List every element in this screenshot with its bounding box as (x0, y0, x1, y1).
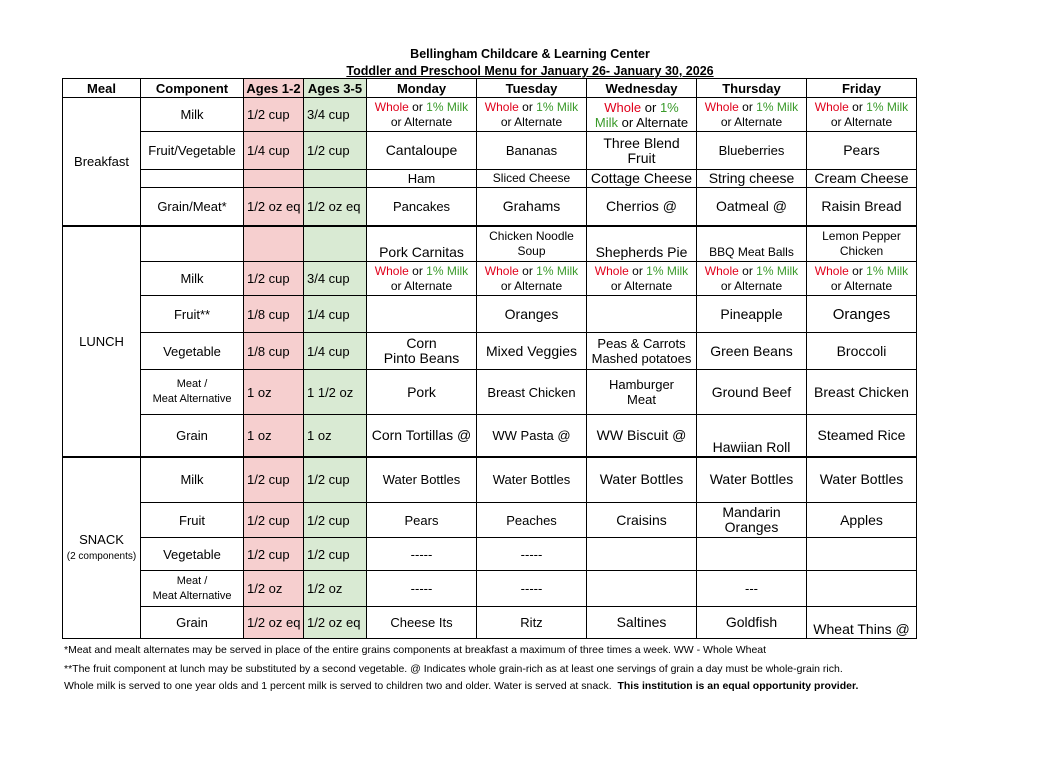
component-cell (141, 226, 244, 262)
breakfast-protein-row (63, 170, 917, 188)
lunch-veg-row (63, 333, 917, 370)
meal-snack (63, 457, 141, 639)
ages-1-2-cell: 1/2 cup (244, 538, 304, 571)
menu-cell: Bananas (477, 132, 587, 170)
component-cell (141, 170, 244, 188)
meal-lunch: LUNCH (63, 226, 141, 457)
ages-1-2-cell: 1/2 oz eq (244, 188, 304, 226)
menu-cell: WW Biscuit @ (587, 415, 697, 457)
milk-cell: Whole or 1% Milk or Alternate (697, 98, 807, 132)
component-cell: Fruit (141, 503, 244, 538)
ages-1-2-cell: 1/2 oz (244, 571, 304, 607)
header-ages-1-2: Ages 1-2 (244, 79, 304, 98)
snack-meat-row (63, 571, 917, 607)
milk-cell: Whole or 1% Milk or Alternate (697, 262, 807, 296)
ages-1-2-cell: 1 oz (244, 415, 304, 457)
menu-cell: Pears (807, 132, 917, 170)
menu-cell: Apples (807, 503, 917, 538)
menu-cell: Hamburger Meat (587, 370, 697, 415)
ages-3-5-cell: 1 oz (304, 415, 367, 457)
ages-3-5-cell: 1/2 cup (304, 457, 367, 503)
ages-3-5-cell: 1/2 cup (304, 503, 367, 538)
milk-cell: Whole or 1% Milk or Alternate (807, 98, 917, 132)
ages-1-2-cell: 1 oz (244, 370, 304, 415)
menu-cell: WW Pasta @ (477, 415, 587, 457)
menu-cell: Grahams (477, 188, 587, 226)
footnote-3 (64, 680, 858, 692)
menu-cell (367, 296, 477, 333)
menu-table (62, 78, 917, 639)
menu-cell: Pancakes (367, 188, 477, 226)
menu-cell (587, 296, 697, 333)
menu-cell: ----- (367, 538, 477, 571)
milk-cell: Whole or 1% Milk or Alternate (587, 98, 697, 132)
menu-cell: Oatmeal @ (697, 188, 807, 226)
breakfast-fruit-row (63, 132, 917, 170)
ages-1-2-cell: 1/2 cup (244, 457, 304, 503)
ages-3-5-cell: 1/2 oz (304, 571, 367, 607)
lunch-fruit-row (63, 296, 917, 333)
meal-snack-label: SNACK (79, 531, 124, 547)
meal-breakfast: Breakfast (63, 98, 141, 226)
lunch-grain-row (63, 415, 917, 457)
menu-cell: Ground Beef (697, 370, 807, 415)
header-wednesday: Wednesday (587, 79, 697, 98)
ages-3-5-cell: 1/2 oz eq (304, 188, 367, 226)
meal-snack-note: (2 components) (66, 550, 137, 562)
component-cell: Vegetable (141, 538, 244, 571)
menu-cell: String cheese (697, 170, 807, 188)
lunch-meat-row (63, 370, 917, 415)
lunch-milk-row (63, 262, 917, 296)
component-cell: Fruit** (141, 296, 244, 333)
menu-cell: Shepherds Pie (587, 226, 697, 262)
menu-cell (587, 538, 697, 571)
menu-cell: Water Bottles (587, 457, 697, 503)
ages-3-5-cell: 1/2 cup (304, 132, 367, 170)
menu-cell: Corn Tortillas @ (367, 415, 477, 457)
footnote-2: **The fruit component at lunch may be substituted by a second vegetable. @ Indicates whole grain-rich as at least one servings of grain a day must be whole-grain rich. (64, 663, 843, 675)
header-thursday: Thursday (697, 79, 807, 98)
breakfast-milk-row (63, 98, 917, 132)
menu-cell: Raisin Bread (807, 188, 917, 226)
equal-opportunity-statement: This institution is an equal opportunity provider. (617, 680, 859, 692)
ages-1-2-cell: 1/4 cup (244, 132, 304, 170)
ages-3-5-cell (304, 226, 367, 262)
ages-3-5-cell: 1/4 cup (304, 296, 367, 333)
component-cell: Fruit/Vegetable (141, 132, 244, 170)
menu-cell: Steamed Rice (807, 415, 917, 457)
component-cell: Meat / Meat Alternative (141, 571, 244, 607)
component-cell: Milk (141, 98, 244, 132)
ages-1-2-cell: 1/2 oz eq (244, 607, 304, 639)
menu-cell: Lemon Pepper Chicken (807, 226, 917, 262)
ages-3-5-cell: 3/4 cup (304, 98, 367, 132)
menu-cell: Cherrios @ (587, 188, 697, 226)
menu-cell: --- (697, 571, 807, 607)
ages-1-2-cell: 1/8 cup (244, 333, 304, 370)
menu-cell: Mandarin Oranges (697, 503, 807, 538)
ages-1-2-cell (244, 226, 304, 262)
footnote-3-text: Whole milk is served to one year olds and 1 percent milk is served to children two and older. Water is served at snack. (64, 680, 612, 692)
menu-cell: Cream Cheese (807, 170, 917, 188)
menu-cell: Green Beans (697, 333, 807, 370)
menu-cell (807, 538, 917, 571)
component-cell: Grain (141, 607, 244, 639)
component-cell: Milk (141, 262, 244, 296)
ages-1-2-cell: 1/2 cup (244, 98, 304, 132)
component-cell: Meat / Meat Alternative (141, 370, 244, 415)
menu-cell: Chicken Noodle Soup (477, 226, 587, 262)
ages-3-5-cell: 3/4 cup (304, 262, 367, 296)
menu-cell: Water Bottles (477, 457, 587, 503)
breakfast-grain-row (63, 188, 917, 226)
menu-cell: Water Bottles (697, 457, 807, 503)
menu-cell (807, 571, 917, 607)
subtitle-text: Toddler and Preschool Menu for January 26- January 30, 2026 (346, 64, 714, 78)
footnote-1: *Meat and mealt alternates may be served in place of the entire grains components at breakfast a maximum of three times a week. WW - Whole Wheat (64, 644, 767, 656)
header-ages-3-5: Ages 3-5 (304, 79, 367, 98)
menu-cell: Cottage Cheese (587, 170, 697, 188)
component-cell: Vegetable (141, 333, 244, 370)
menu-cell: Three Blend Fruit (587, 132, 697, 170)
milk-cell: Whole or 1% Milk or Alternate (807, 262, 917, 296)
menu-cell: Oranges (477, 296, 587, 333)
menu-cell: Cantaloupe (367, 132, 477, 170)
milk-cell: Whole or 1% Milk or Alternate (587, 262, 697, 296)
ages-1-2-cell: 1/2 cup (244, 503, 304, 538)
component-cell: Grain/Meat* (141, 188, 244, 226)
header-row (63, 79, 917, 98)
milk-cell: Whole or 1% Milk or Alternate (477, 262, 587, 296)
menu-cell: Breast Chicken (477, 370, 587, 415)
menu-cell (697, 538, 807, 571)
snack-grain-row (63, 607, 917, 639)
menu-cell: Ritz (477, 607, 587, 639)
menu-cell: Wheat Thins @ (807, 607, 917, 639)
menu-cell (587, 571, 697, 607)
ages-3-5-cell: 1/2 cup (304, 538, 367, 571)
menu-cell: Ham (367, 170, 477, 188)
ages-1-2-cell: 1/2 cup (244, 262, 304, 296)
ages-1-2-cell: 1/8 cup (244, 296, 304, 333)
menu-cell: Pork Carnitas (367, 226, 477, 262)
header-monday: Monday (367, 79, 477, 98)
page-title: Bellingham Childcare & Learning Center (410, 47, 650, 61)
menu-cell: Broccoli (807, 333, 917, 370)
ages-3-5-cell: 1 1/2 oz (304, 370, 367, 415)
menu-cell: ----- (367, 571, 477, 607)
header-component: Component (141, 79, 244, 98)
menu-cell: Water Bottles (807, 457, 917, 503)
snack-veg-row (63, 538, 917, 571)
menu-cell: ----- (477, 571, 587, 607)
menu-cell: Oranges (807, 296, 917, 333)
ages-1-2-cell (244, 170, 304, 188)
menu-cell: Peas & Carrots Mashed potatoes (587, 333, 697, 370)
page-subtitle (0, 64, 1054, 78)
ages-3-5-cell (304, 170, 367, 188)
header-meal: Meal (63, 79, 141, 98)
ages-3-5-cell: 1/4 cup (304, 333, 367, 370)
component-cell: Milk (141, 457, 244, 503)
lunch-entree-row (63, 226, 917, 262)
menu-cell: Pineapple (697, 296, 807, 333)
menu-cell: Blueberries (697, 132, 807, 170)
menu-cell: Saltines (587, 607, 697, 639)
snack-milk-row (63, 457, 917, 503)
header-friday: Friday (807, 79, 917, 98)
menu-cell: Pears (367, 503, 477, 538)
menu-cell: Cheese Its (367, 607, 477, 639)
menu-cell: Corn Pinto Beans (367, 333, 477, 370)
menu-cell: ----- (477, 538, 587, 571)
menu-cell: Sliced Cheese (477, 170, 587, 188)
milk-cell: Whole or 1% Milk or Alternate (367, 98, 477, 132)
menu-cell: BBQ Meat Balls (697, 226, 807, 262)
menu-cell: Mixed Veggies (477, 333, 587, 370)
menu-cell: Peaches (477, 503, 587, 538)
milk-cell: Whole or 1% Milk or Alternate (367, 262, 477, 296)
menu-cell: Craisins (587, 503, 697, 538)
menu-cell: Goldfish (697, 607, 807, 639)
component-cell: Grain (141, 415, 244, 457)
snack-fruit-row (63, 503, 917, 538)
ages-3-5-cell: 1/2 oz eq (304, 607, 367, 639)
menu-cell: Pork (367, 370, 477, 415)
menu-cell: Water Bottles (367, 457, 477, 503)
menu-cell: Hawiian Roll (697, 415, 807, 457)
header-tuesday: Tuesday (477, 79, 587, 98)
milk-cell: Whole or 1% Milk or Alternate (477, 98, 587, 132)
menu-cell: Breast Chicken (807, 370, 917, 415)
